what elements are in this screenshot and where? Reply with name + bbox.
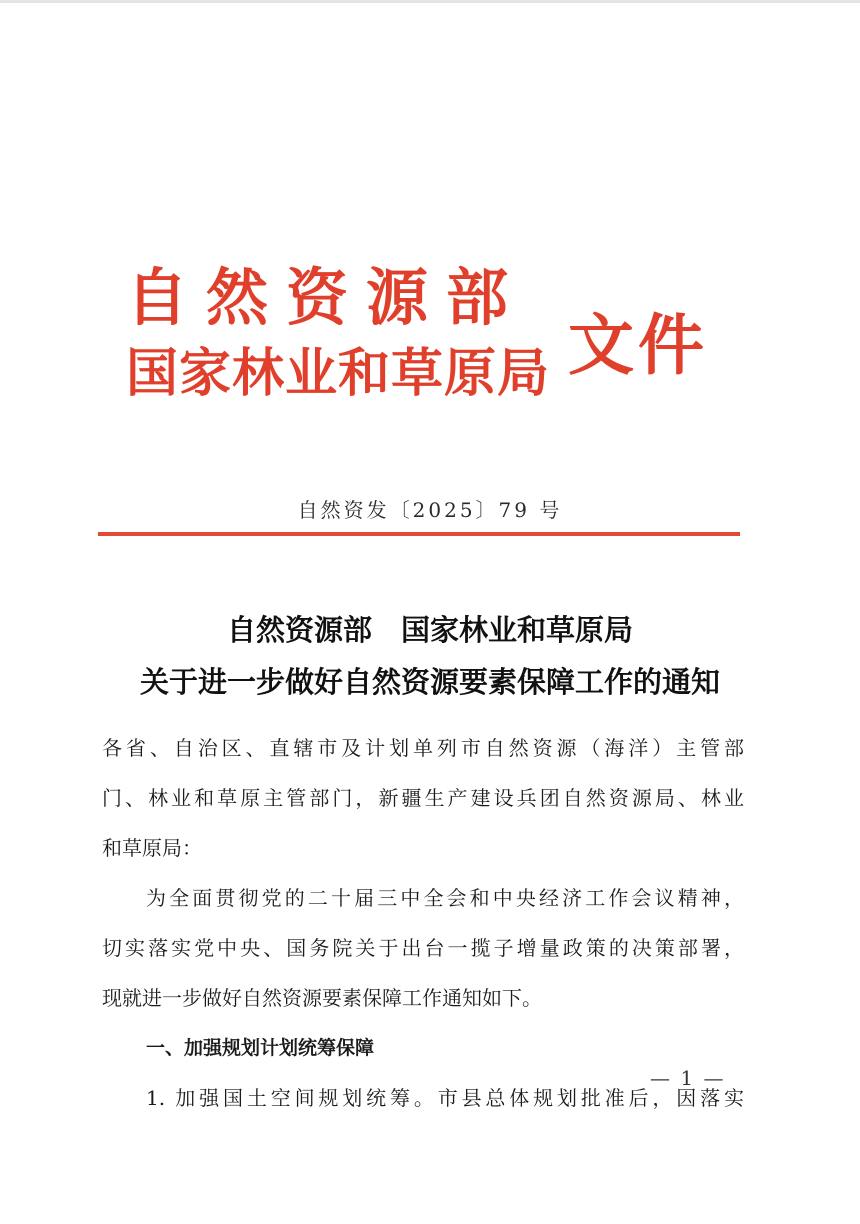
scan-edge	[0, 0, 860, 3]
notice-body	[102, 723, 744, 1123]
intro-line: 现就进一步做好自然资源要素保障工作通知如下。	[102, 986, 542, 1010]
issuer-administration: 国家林业和草原局	[126, 344, 551, 404]
notice-title	[0, 604, 860, 708]
page-number: — 1 —	[650, 1066, 726, 1090]
recipients-line: 和草原局：	[102, 836, 202, 860]
section-heading: 一、加强规划计划统筹保障	[146, 1037, 375, 1059]
document-number: 自然资发〔2025〕79 号	[297, 498, 563, 522]
title-line-2: 关于进一步做好自然资源要素保障工作的通知	[139, 665, 720, 699]
title-line-1: 自然资源部 国家林业和草原局	[226, 613, 633, 647]
document-type: 文件	[568, 307, 708, 384]
recipients-line: 各省、自治区、直辖市及计划单列市自然资源（海洋）主管部	[102, 736, 744, 760]
issuer-block	[126, 262, 556, 410]
issuer-ministry: 自然资源部	[126, 261, 527, 334]
intro-line: 切实落实党中央、国务院关于出台一揽子增量政策的决策部署，	[102, 936, 744, 960]
item-text: 1. 加强国土空间规划统筹。市县总体规划批准后，因落实	[146, 1086, 744, 1110]
recipients-line: 门、林业和草原主管部门，新疆生产建设兵团自然资源局、林业	[102, 786, 744, 810]
intro-line: 为全面贯彻党的二十届三中全会和中央经济工作会议精神，	[146, 886, 744, 910]
red-separator-line	[98, 532, 740, 536]
